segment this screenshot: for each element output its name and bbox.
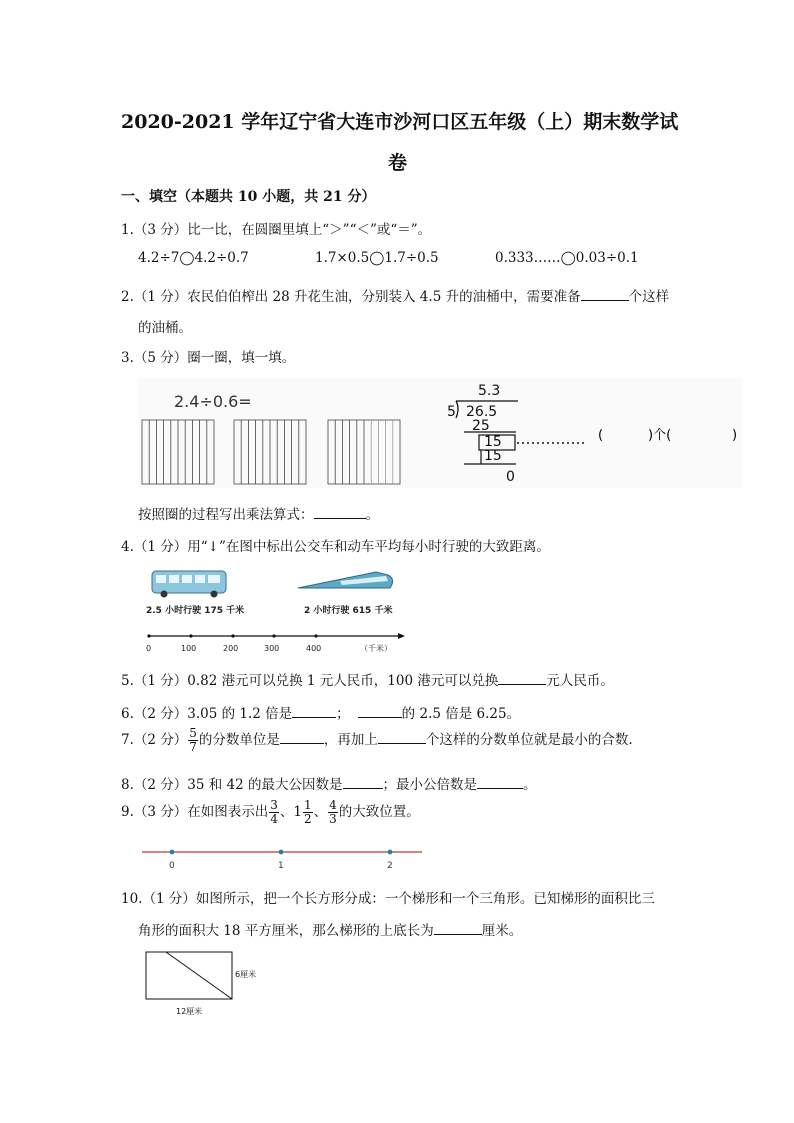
question-5-text-b: 元人民币。 — [546, 673, 614, 689]
height-label: 6厘米 — [235, 970, 257, 979]
question-2-text-b: 个这样 — [628, 289, 670, 305]
question-6-text-b: ； — [336, 706, 350, 722]
separator: 、 — [313, 804, 328, 820]
section-heading: 一、填空（本题共 10 小题，共 21 分） — [121, 189, 376, 205]
tick-point-0 — [170, 850, 175, 855]
tick-point-1 — [279, 850, 284, 855]
tick-300: 300 — [264, 644, 280, 653]
answer-blank[interactable] — [498, 670, 546, 685]
question-1-item-3: 0.333……◯0.03÷0.1 — [495, 250, 639, 266]
answer-blank[interactable] — [314, 504, 366, 519]
question-1-item-2: 1.7×0.5◯1.7÷0.5 — [315, 250, 439, 266]
answer-blank[interactable] — [280, 729, 324, 744]
question-3-write-line — [138, 503, 379, 523]
question-8-text-b: ；最小公倍数是 — [382, 777, 477, 793]
answer-blank[interactable] — [378, 729, 426, 744]
question-1-item-1: 4.2÷7◯4.2÷0.7 — [138, 250, 249, 266]
tick-100: 100 — [181, 644, 197, 653]
paren-right: ) — [732, 428, 738, 443]
question-9-number-line — [138, 842, 428, 872]
question-4-stem: 4.（1 分）用“↓”在图中标出公交车和动车平均每小时行驶的大致距离。 — [121, 539, 550, 555]
page-title-line-2: 卷 — [388, 152, 408, 174]
paren-mid: )个( — [648, 428, 672, 443]
page-title-line-1: 2020-2021 学年辽宁省大连市沙河口区五年级（上）期末数学试 — [121, 111, 679, 133]
numerator: 3 — [270, 798, 278, 812]
question-4-figure — [140, 565, 410, 653]
dividend: 26.5 — [466, 404, 498, 420]
diagonal-cut — [166, 952, 232, 999]
divisor: 5 — [447, 404, 456, 420]
question-3-stem: 3.（5 分）圈一圈，填一填。 — [121, 350, 296, 366]
numerator: 1 — [304, 798, 312, 812]
separator: 、1 — [279, 804, 302, 820]
answer-blank[interactable] — [434, 920, 482, 935]
step-1: 25 — [472, 418, 490, 434]
rectangle — [146, 952, 232, 999]
question-7-text-b: ，再加上 — [323, 732, 378, 748]
question-1-stem: 1.（3 分）比一比，在圆圈里填上“＞”“＜”或“＝”。 — [121, 222, 432, 238]
question-5-text-a: 5.（1 分）0.82 港元可以兑换 1 元人民币，100 港元可以兑换 — [121, 673, 499, 689]
tick-400: 400 — [306, 644, 322, 653]
fraction-1-2 — [303, 799, 313, 826]
question-2-line-1 — [121, 285, 669, 305]
paren-left: ( — [598, 428, 604, 443]
denominator: 2 — [304, 812, 312, 826]
denominator: 7 — [189, 740, 197, 754]
tick-200: 200 — [223, 644, 239, 653]
numerator: 5 — [189, 726, 197, 740]
question-6 — [121, 702, 520, 722]
answer-blank[interactable] — [477, 774, 523, 789]
question-5 — [121, 669, 614, 689]
question-6-text-c: 的 2.5 倍是 6.25。 — [401, 706, 521, 722]
question-10-text-b: 厘米。 — [481, 923, 523, 939]
step-2: 15 — [484, 434, 502, 450]
question-3-write-text: 按照圈的过程写出乘法算式： — [138, 507, 314, 523]
axis-unit: （千米） — [360, 644, 392, 653]
tick-label-1: 1 — [278, 861, 284, 871]
width-label: 12厘米 — [176, 1007, 203, 1016]
tick-label-2: 2 — [387, 861, 393, 871]
question-9-prefix: 9.（3 分）在如图表示出 — [121, 804, 269, 820]
answer-blank[interactable] — [358, 703, 402, 718]
bus-icon — [152, 571, 226, 598]
question-10-line-2 — [138, 919, 522, 939]
question-7-text-a: 的分数单位是 — [198, 732, 280, 748]
fraction-4-3 — [328, 799, 338, 826]
high-speed-train-icon — [298, 572, 393, 588]
tick-label-0: 0 — [169, 861, 175, 871]
numerator: 4 — [329, 798, 337, 812]
fraction-3-4 — [269, 799, 279, 826]
tick-0: 0 — [146, 644, 152, 653]
tick-point-2 — [388, 850, 393, 855]
denominator: 4 — [270, 812, 278, 826]
question-10-text-a: 角形的面积大 18 平方厘米，那么梯形的上底长为 — [138, 923, 434, 939]
question-7 — [121, 727, 633, 754]
question-3-figure — [138, 378, 742, 488]
quotient: 5.3 — [478, 383, 501, 399]
answer-blank[interactable] — [343, 774, 383, 789]
denominator: 3 — [329, 812, 337, 826]
bus-label: 2.5 小时行驶 175 千米 — [146, 606, 245, 616]
question-9 — [121, 799, 420, 826]
question-7-text-c: 个这样的分数单位就是最小的合数. — [425, 732, 633, 748]
question-8 — [121, 773, 537, 793]
step-3: 15 — [484, 448, 502, 464]
question-6-text-a: 6.（2 分）3.05 的 1.2 倍是 — [121, 706, 293, 722]
train-label: 2 小时行驶 615 千米 — [304, 606, 393, 616]
answer-blank[interactable] — [292, 703, 336, 718]
question-8-text-c: 。 — [523, 777, 537, 793]
question-10-figure — [140, 948, 270, 1020]
remainder: 0 — [506, 469, 515, 485]
q3-expression: 2.4÷0.6= — [174, 392, 252, 411]
answer-blank[interactable] — [581, 286, 629, 301]
question-8-text-a: 8.（2 分）35 和 42 的最大公因数是 — [121, 777, 343, 793]
question-10-line-1: 10.（1 分）如图所示，把一个长方形分成：一个梯形和一个三角形。已知梯形的面积比三 — [121, 891, 655, 907]
question-2-line-2: 的油桶。 — [138, 320, 192, 336]
question-9-suffix: 的大致位置。 — [338, 804, 420, 820]
question-3-write-end: 。 — [365, 507, 379, 523]
question-7-prefix: 7.（2 分） — [121, 732, 188, 748]
division-figure — [138, 378, 742, 488]
question-2-text-a: 2.（1 分）农民伯伯榨出 28 升花生油，分别装入 4.5 升的油桶中，需要准备 — [121, 289, 581, 305]
fraction-5-7 — [188, 727, 198, 754]
